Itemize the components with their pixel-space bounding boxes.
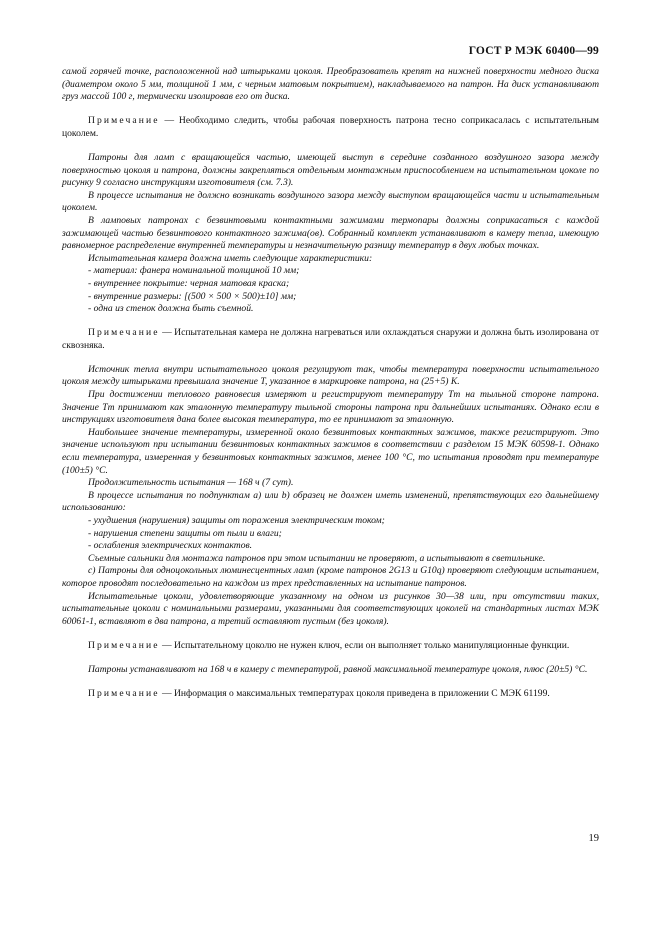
note (62, 327, 599, 352)
page-content (62, 66, 599, 701)
note-label: Примечание (88, 327, 160, 339)
paragraph: Испытательная камера должна иметь следующие характеристики: (88, 252, 373, 264)
list-item: - нарушения степени защиты от пыли и влаги; (88, 527, 282, 539)
paragraph: При достижении теплового равновесия измеряют и регистрируют температуру Tm на тыльной стороне патрона. Значение Tm принимают как эталонную температуру тыльной стороны патрона при дальнейших испытаниях. Однако если в инструкциях изготовителя дана более высокая температура, то ее принимают за эталонную. (62, 389, 599, 426)
note-label: Примечание (88, 639, 160, 651)
paragraph: Источник тепла внутри испытательного цоколя регулируют так, чтобы температура поверхности испытательного цоколя между штырьками превышала значение T, указанное в маркировке патрона, на (25+5) K. (62, 363, 599, 388)
paragraph: самой горячей точке, расположенной над штырьками цоколя. Преобразователь крепят на нижней поверхности медного диска (диаметром около 5 мм, толщиной 1 мм, с черным матовым покрытием), накладываемого на патрон. На диск устанавливают груз массой 100 г, термически изолировав его от диска. (62, 66, 599, 103)
note-label: Примечание (88, 115, 160, 127)
paragraph: Патроны для ламп с вращающейся частью, имеющей выступ в середине созданного воздушного зазора между поверхностью цоколя и патрона, должны закрепляться отдельным монтажным приспособлением на испытательном цоколе по рисунку 9 согласно инструкциям изготовителя (см. 7.3). (62, 151, 599, 189)
page-number: 19 (588, 833, 599, 844)
note-label: Примечание (88, 688, 160, 700)
list-item: - одна из стенок должна быть съемной. (88, 303, 254, 315)
list-item: - внутренние размеры: [(500 × 500 × 500)±10] мм; (88, 290, 297, 302)
paragraph: В процессе испытания не должно возникать воздушного зазора между выступом вращающейся части и испытательным цоколем. (62, 189, 599, 214)
note-text: — Испытательному цоколю не нужен ключ, если он выполняет только манипуляционные функции. (159, 639, 570, 651)
note (62, 640, 599, 653)
note-text: — Испытательная камера не должна нагреваться или охлаждаться снаружи и должна быть изолирована от сквозняка. (62, 327, 599, 351)
paragraph: Съемные сальники для монтажа патронов при этом испытании не проверяют, а испытывают в светильнике. (88, 552, 546, 564)
list-item: - ослабления электрических контактов. (88, 540, 253, 552)
paragraph: c) Патроны для одноцокольных люминесцентных ламп (кроме патронов 2G13 и G10q) проверяют следующим испытанием, которое проводят последовательно на каждом из трех представленных на испытание патронов. (62, 565, 599, 589)
note (62, 115, 599, 140)
paragraph: Патроны устанавливают на 168 ч в камеру с температурой, равной максимальной температуре цоколя, плюс (20±5) °C. (88, 663, 588, 675)
note-text: — Необходимо следить, чтобы рабочая поверхность патрона тесно соприкасалась с испытательным цоколем. (62, 115, 599, 139)
paragraph: Продолжительность испытания — 168 ч (7 сут). (88, 477, 294, 489)
list-item: - материал: фанера номинальной толщиной 10 мм; (88, 265, 300, 277)
list-item: - внутреннее покрытие: черная матовая краска; (88, 277, 290, 289)
list-item: - ухудшения (нарушения) защиты от поражения электрическим током; (88, 515, 385, 526)
paragraph: В процессе испытания по подпунктам a) или b) образец не должен иметь изменений, препятствующих его дальнейшему использованию: (62, 489, 599, 514)
paragraph: Наибольшее значение температуры, измеренной около безвинтовых контактных зажимов, также регистрируют. Это значение используют при испытании безвинтовых контактных зажимов в соответствии с разделом 15 МЭК 60598-1. Однако если температура, измеренная у безвинтовых контактных зажимов, менее 100 °C, то испытания проводят при температуре (100±5) °C. (62, 426, 599, 476)
paragraph: Испытательные цоколи, удовлетворяющие указанному на одном из рисунков 30—38 или, при отсутствии таких, испытательные цоколи с номинальными размерами, указанными для соответствующих цоколей на стандартных листах МЭК 60061-1, вставляют в два патрона, а третий оставляют пустым (без цоколя). (62, 590, 599, 627)
note (62, 688, 599, 701)
note-text: — Информация о максимальных температурах цоколя приведена в приложении С МЭК 61199. (159, 688, 550, 700)
paragraph: В ламповых патронах с безвинтовыми контактными зажимами термопары должны соприкасаться с каждой зажимающей частью безвинтового контактного зажима(ов). Собранный комплект устанавливают в камеру тепла, имеющую равномерное распределение внутренней температуры и незначительную разницу температур в двух любых точках. (62, 214, 599, 252)
document-header: ГОСТ Р МЭК 60400—99 (468, 45, 599, 57)
